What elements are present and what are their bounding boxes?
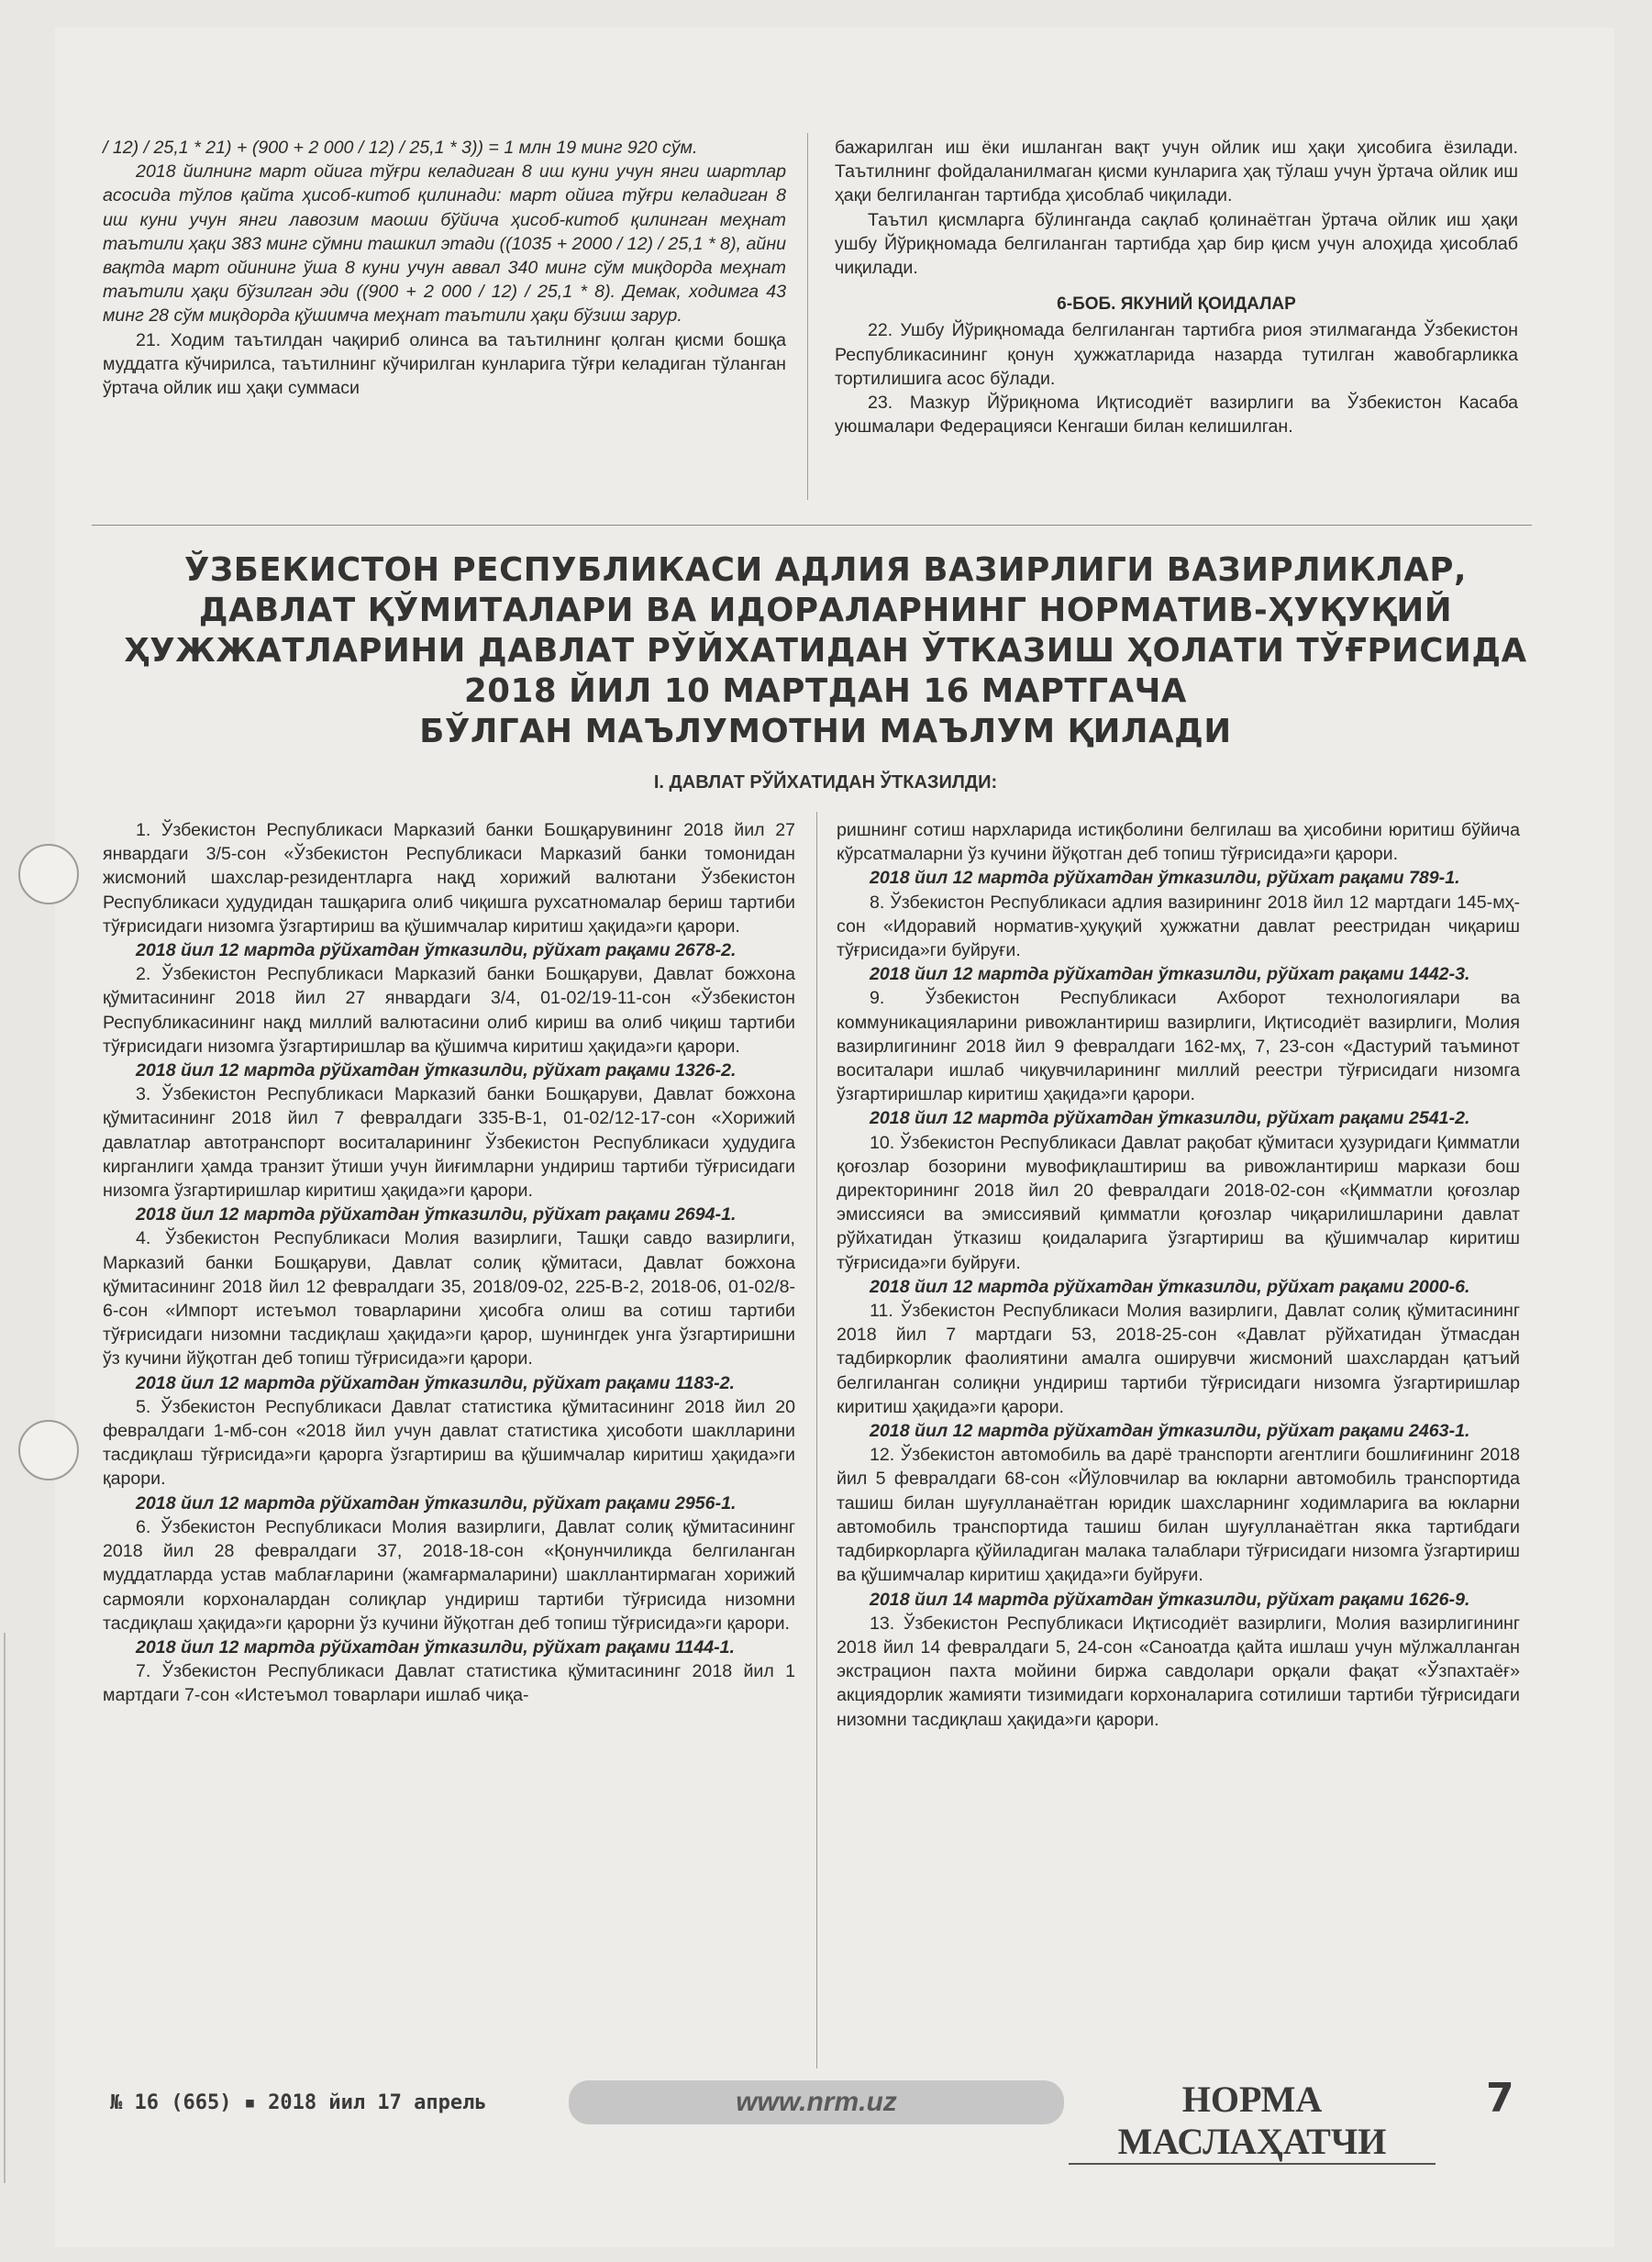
subheading: I. ДАВЛАТ РЎЙХАТИДАН ЎТКАЗИЛДИ: bbox=[653, 772, 998, 793]
register-entry: 4. Ўзбекистон Республикаси Молия вазирлиги, Ташқи савдо вазирлиги, Марказий банки Бошқаруви, Давлат солиқ қўмитаси, Давлат божхона қўмитасининг 2018 йил 12 февралдаги 35, 2018/09-02, 225-В-2, 2018-06, 01-02/8-6-сон «Импорт истеъмол товарларини ҳисобга олиш ва сотиш тартиби тўғрисидаги низомни тасдиқлаш ҳақида»ги қарор, шунингдек унга ўзгартиришни ўз кучини йўқотган деб топиш тўғрисида»ги қарори. bbox=[103, 1228, 795, 1369]
register-entry: 2. Ўзбекистон Республикаси Марказий банки Бошқаруви, Давлат божхона қўмитасининг 2018 йил 27 январдаги 3/4, 01-02/19-11-сон «Ўзбекистон Республикасининг нақд миллий валютасини олиб кириш ва олиб чиқиш тартиби тўғрисидаги низомга ўзгартиришлар ва қўшимча киритиш ҳақида»ги қарори. bbox=[103, 964, 795, 1057]
register-entry: 3. Ўзбекистон Республикаси Марказий банки Бошқаруви, Давлат божхона қўмитасининг 2018 йил 7 февралдаги 335-В-1, 01-02/12-17-сон «Хорижий давлатлар автотранспорт воситаларининг Ўзбекистон Республикаси ҳудудига кирганлиги ҳамда транзит ўтиши учун йиғимларни ундириш тартиби тўғрисидаги низомга ўзгартиришлар киритиш ҳақида»ги қарори. bbox=[103, 1084, 795, 1202]
edge-mark-left bbox=[4, 1633, 6, 2183]
registered-list-left bbox=[103, 818, 795, 1708]
recalculation-paragraph: 2018 йилнинг март ойига тўғри келадиган 8 иш куни учун янги шартлар асосида тўлов қайта ҳисоб-китоб қилинади: март ойига тўғри келадиган 8 иш куни учун янги лавозим маоши бўйича ҳисоб-китоб қилинган меҳнат таътили ҳақи 383 минг сўмни ташкил этади ((1035 + 2000 / 12) / 25,1 * 8), айни вақтда март ойининг ўша 8 куни учун аввал 340 минг сўм миқдорда меҳнат таътили ҳақи бўзилган эди ((900 + 2 000 / 12) / 25,1 * 8). Демак, ходимга 43 минг 28 сўм миқдорда қўшимча меҳнат таътили ҳақи бўзиш зарур. bbox=[103, 161, 786, 327]
headline-line-3: ҲУЖЖАТЛАРИНИ ДАВЛАТ РЎЙХАТИДАН ЎТКАЗИШ ҲОЛАТИ ТЎҒРИСИДА bbox=[124, 632, 1527, 670]
registration-note: 2018 йил 12 мартда рўйхатдан ўтказилди, рўйхат рақами 789-1. bbox=[870, 868, 1460, 889]
headline-line-2: ДАВЛАТ ҚЎМИТАЛАРИ ВА ИДОРАЛАРНИНГ НОРМАТИВ-ҲУҚУҚИЙ bbox=[198, 592, 1453, 629]
main-column-divider bbox=[816, 812, 817, 2068]
publication-logo: НОРМА МАСЛАҲАТЧИ bbox=[1069, 2079, 1436, 2165]
register-entry: 9. Ўзбекистон Республикаси Ахборот технологиялари ва коммуникацияларини ривожлантириш вазирлиги, Иқтисодиёт вазирлиги, Молия вазирлигининг 2018 йил 9 февралдаги 162-мҳ, 7, 23-сон «Дастурий таъминот воситалари ишлаб чиқувчиларининг миллий реестри тўғрисидаги низомга ўзгартиришлар киритиш ҳақида»ги қарори. bbox=[837, 988, 1520, 1105]
page-number: 7 bbox=[1486, 2075, 1514, 2122]
parts-paragraph: Таътил қисмларга бўлинганда сақлаб қолинаётган ўртача ойлик иш ҳақи ушбу Йўриқномада белгиланган тартибда ҳар бир қисм учун алоҳида ҳисоблаб чиқилади. bbox=[835, 209, 1518, 279]
section-title: 6-БОБ. ЯКУНИЙ ҚОИДАЛАР bbox=[1057, 294, 1296, 315]
registration-note: 2018 йил 12 мартда рўйхатдан ўтказилди, рўйхат рақами 1183-2. bbox=[136, 1372, 735, 1393]
registration-note: 2018 йил 12 мартда рўйхатдан ўтказилди, рўйхат рақами 2694-1. bbox=[136, 1204, 737, 1225]
register-entry: 1. Ўзбекистон Республикаси Марказий банки Бошқарувининг 2018 йил 27 январдаги 3/5-сон «Ўзбекистон Республикаси Марказий банки томонидан жисмоний шахслар-резидентларга нақд хорижий валютани Ўзбекистон Республикаси ҳудудидан ташқарига олиб чиқишга рухсатномалар бериш тартиби тўғрисидаги низомга ўзгартириш ва қўшимчалар киритиш ҳақида»ги қарори. bbox=[103, 820, 795, 937]
top-left-column bbox=[103, 136, 786, 400]
register-entry: 8. Ўзбекистон Республикаси адлия вазирининг 2018 йил 12 мартдаги 145-мҳ-сон «Идоравий норматив-ҳуқуқий ҳужжатни давлат реестридан чиқариш тўғрисида»ги буйруғи. bbox=[837, 892, 1520, 961]
register-entry: 7. Ўзбекистон Республикаси Давлат статистика қўмитасининг 2018 йил 1 мартдаги 7-сон «Истеъмол товарлари ишлаб чиқа- bbox=[103, 1661, 795, 1706]
top-right-column bbox=[835, 136, 1518, 438]
registration-note: 2018 йил 12 мартда рўйхатдан ўтказилди, рўйхат рақами 2541-2. bbox=[870, 1108, 1470, 1129]
issue-info: № 16 (665) ▪ 2018 йил 17 апрель bbox=[110, 2091, 487, 2114]
paragraph-23: 23. Мазкур Йўриқнома Иқтисодиёт вазирлиги ва Ўзбекистон Касаба уюшмалари Федерацияси Кенгаши билан келишилган. bbox=[835, 393, 1518, 438]
punch-hole-upper bbox=[18, 844, 79, 904]
headline-line-1: ЎЗБЕКИСТОН РЕСПУБЛИКАСИ АДЛИЯ ВАЗИРЛИГИ ВАЗИРЛИКЛАР, bbox=[183, 551, 1468, 589]
registration-note: 2018 йил 12 мартда рўйхатдан ўтказилди, рўйхат рақами 2463-1. bbox=[870, 1421, 1470, 1442]
headline bbox=[87, 550, 1564, 752]
registration-note: 2018 йил 14 мартда рўйхатдан ўтказилди, рўйхат рақами 1626-9. bbox=[870, 1589, 1470, 1610]
registration-note: 2018 йил 12 мартда рўйхатдан ўтказилди, рўйхат рақами 2956-1. bbox=[136, 1492, 737, 1514]
headline-line-5: БЎЛГАН МАЪЛУМОТНИ МАЪЛУМ ҚИЛАДИ bbox=[419, 713, 1232, 750]
paragraph-22: 22. Ушбу Йўриқномада белгиланган тартибга риоя этилмаганда Ўзбекистон Республикасининг қонун ҳужжатларида назарда тутилган жавобгарликка тортилишига асос бўлади. bbox=[835, 320, 1518, 389]
register-entry: 6. Ўзбекистон Республикаси Молия вазирлиги, Давлат солиқ қўмитасининг 2018 йил 28 февралдаги 37, 2018-18-сон «Қонунчиликда белгиланган муддатларда устав маблағларини (жамғармаларини) шакллантирмаган хорижий сармояли корхоналардан солиқлар ундириш тартиби тўғрисида низомни тасдиқлаш ҳақида»ги қарорни ўз кучини йўқотган деб топиш тўғрисида»ги қарори. bbox=[103, 1516, 795, 1634]
paragraph-21: 21. Ходим таътилдан чақириб олинса ва таътилнинг қолган қисми бошқа муддатга кўчирилса, таътилнинг кўчирилган кунларига тўғри келадиган тўланган ўртача ойлик иш ҳақи суммаси bbox=[103, 329, 786, 399]
registration-note: 2018 йил 12 мартда рўйхатдан ўтказилди, рўйхат рақами 1442-3. bbox=[870, 964, 1470, 985]
top-column-divider bbox=[807, 133, 808, 500]
section-divider bbox=[92, 525, 1532, 526]
register-entry: 5. Ўзбекистон Республикаси Давлат статистика қўмитасининг 2018 йил 20 февралдаги 1-мб-сон «2018 йил учун давлат статистика ҳисоботи шаклларини тасдиқлаш тўғрисида»ги қарорга ўзгартириш ва қўшимчалар киритиш ҳақида»ги қарори. bbox=[103, 1396, 795, 1490]
headline-line-4: 2018 ЙИЛ 10 МАРТДАН 16 МАРТГАЧА bbox=[463, 672, 1188, 710]
register-entry: 12. Ўзбекистон автомобиль ва дарё транспорти агентлиги бошлиғининг 2018 йил 5 февралдаги 68-сон «Йўловчилар ва юкларни автомобиль транспортида ташиш билан шуғулланаётган юридик шахсларнинг ходимларига ва юкларни автомобиль транспортида ташиш билан шуғулланаётган якка тартибдаги тадбиркорларга қўйиладиган малака талаблари тўғрисидаги низомга ўзгартириш ва қўшимчалар киритиш ҳақида»ги буйруғи. bbox=[837, 1445, 1520, 1586]
registration-note: 2018 йил 12 мартда рўйхатдан ўтказилди, рўйхат рақами 2678-2. bbox=[136, 940, 737, 961]
register-entry: 11. Ўзбекистон Республикаси Молия вазирлиги, Давлат солиқ қўмитасининг 2018 йил 7 мартдаги 53, 2018-25-сон «Давлат рўйхатидан ўтмасдан тадбиркорлик фаолиятини амалга оширувчи жисмоний шахслардан қатъий белгиланган солиқни ундириш тартиби тўғрисидаги низомга ўзгартиришлар киритиш ҳақида»ги қарори. bbox=[837, 1301, 1520, 1417]
registration-note: 2018 йил 12 мартда рўйхатдан ўтказилди, рўйхат рақами 2000-6. bbox=[870, 1276, 1470, 1297]
register-entry: ришнинг сотиш нархларида истиқболини белгилаш ва ҳисобини юритиш бўйича кўрсатмаларни ўз кучини йўқотган деб топиш тўғрисида»ги қарори. bbox=[837, 820, 1520, 865]
paragraph-continuation: бажарилган иш ёки ишланган вақт учун ойлик иш ҳақи ҳисобига ёзилади. Таътилнинг фойдаланилмаган қисми кунларига ҳақ тўлаш учун ўртача ойлик иш ҳақи белгиланган тартибда ҳисоблаб чиқилади. bbox=[835, 138, 1518, 206]
register-entry: 13. Ўзбекистон Республикаси Иқтисодиёт вазирлиги, Молия вазирлигининг 2018 йил 14 февралдаги 5, 24-сон «Саноатда қайта ишлаш учун мўлжалланган экстрацион пахта мойини биржа савдолари орқали фақат «Ўзпахтаёғ» акциядорлик жамияти тизимидаги корхоналарига сотилиши тартиби тўғрисидаги низомни тасдиқлаш ҳақида»ги қарори. bbox=[837, 1613, 1520, 1730]
registered-list-right bbox=[837, 818, 1520, 1732]
website-link[interactable]: www.nrm.uz bbox=[569, 2080, 1064, 2124]
registration-note: 2018 йил 12 мартда рўйхатдан ўтказилди, рўйхат рақами 1144-1. bbox=[136, 1636, 735, 1658]
punch-hole-lower bbox=[18, 1420, 79, 1480]
formula-continuation: / 12) / 25,1 * 21) + (900 + 2 000 / 12) / 25,1 * 3)) = 1 млн 19 минг 920 сўм. bbox=[103, 138, 698, 158]
register-entry: 10. Ўзбекистон Республикаси Давлат рақобат қўмитаси ҳузуридаги Қимматли қоғозлар бозорини мувофиқлаштириш ва ривожлантириш маркази бош директорининг 2018 йил 20 февралдаги 2018-02-сон «Қимматли қоғозлар эмиссияси ва эмиссиявий қимматли қоғозлар чиқарилишларини давлат рўйхатидан ўтказиш қоидаларига ўзгартириш ва қўшимчалар киритиш тўғрисида»ги буйруғи. bbox=[837, 1132, 1520, 1273]
registration-note: 2018 йил 12 мартда рўйхатдан ўтказилди, рўйхат рақами 1326-2. bbox=[136, 1060, 737, 1081]
